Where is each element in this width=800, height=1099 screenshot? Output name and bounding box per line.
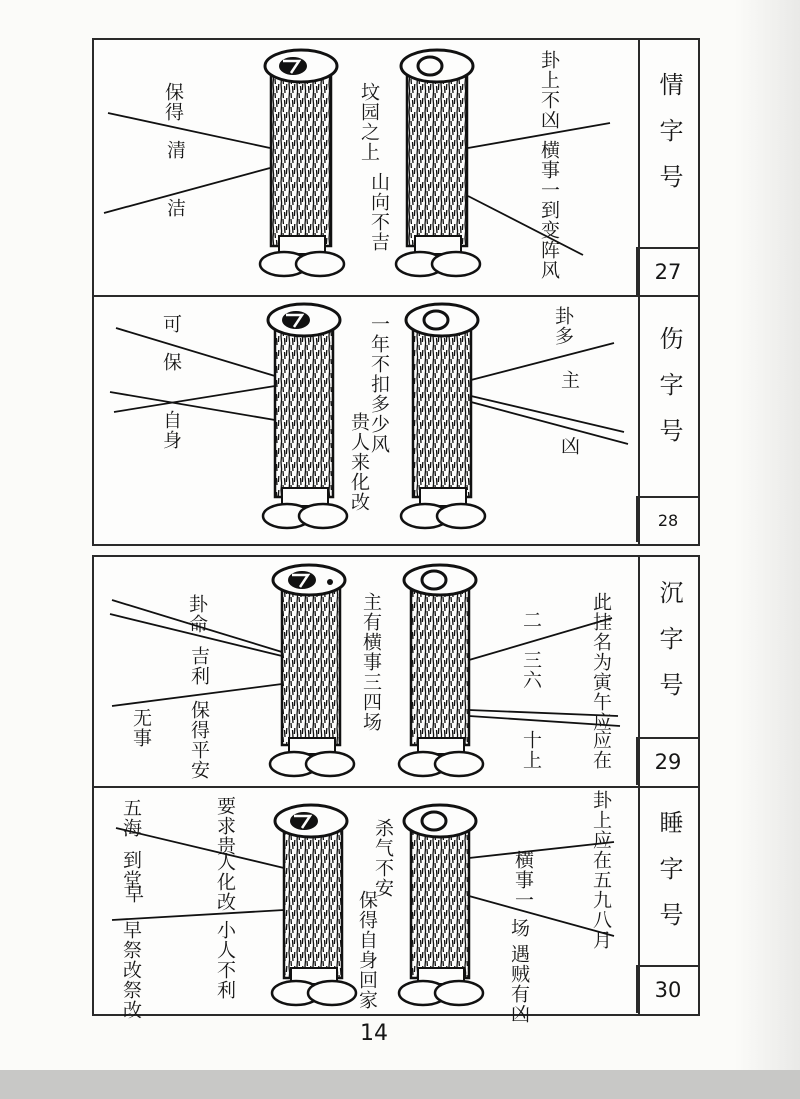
entry-name: 沉字号 (655, 580, 683, 718)
reading-left: 保得平安 (187, 700, 210, 780)
reading-right: 卦上不凶 (537, 50, 560, 130)
reading-center: 主有横事三四场 (359, 592, 382, 732)
reading-right: 横事一到变 (537, 140, 560, 240)
reading-left: 早 (121, 884, 144, 904)
right-stick (399, 805, 483, 1005)
reading-right: 阵风 (537, 240, 560, 280)
reading-right: 卦上应 (589, 790, 612, 850)
reading-right: 主 (557, 370, 580, 390)
reading-center: 一年不扣多少风 (367, 314, 390, 454)
right-stick (401, 304, 485, 528)
reading-left: 保得 (161, 82, 184, 122)
reading-right: 此挂名为寅午应 (589, 592, 612, 732)
reading-left: 到堂 (119, 850, 142, 890)
entry-name: 伤字号 (655, 326, 683, 464)
page-number: 14 (360, 1021, 388, 1046)
entry-number: 28 (657, 510, 679, 530)
reading-right: 凶 (557, 436, 580, 456)
reading-mid: 三六 (519, 650, 542, 690)
entry-number: 29 (654, 750, 682, 774)
reading-left: 保 (159, 352, 182, 372)
reading-left: 早祭改祭改 (119, 920, 142, 1020)
entry-number: 30 (654, 978, 682, 1002)
reading-left: 洁 (163, 198, 186, 218)
reading-center: 坟园之上 (357, 82, 380, 162)
reading-left: 小人不利 (213, 920, 236, 1000)
reading-left: 清 (163, 140, 186, 160)
reading-right: 在五九八月 (589, 850, 612, 950)
reading-center: 保得自身回家 (355, 890, 378, 1010)
reading-mid: 遇贼有凶 (507, 944, 530, 1024)
reading-mid: 十上 (519, 730, 542, 770)
left-stick (272, 805, 356, 1005)
reading-center: 杀气不安 (371, 818, 394, 898)
left-stick (260, 50, 344, 276)
reading-left: 无事 (129, 708, 152, 748)
reading-left: 卦命 (185, 594, 208, 634)
reading-mid: 二 (519, 610, 542, 630)
entry-name: 睡字号 (655, 810, 683, 948)
omen-lines (104, 113, 610, 255)
reading-left: 人化改 (213, 852, 236, 912)
reading-mid: 横事一 (511, 850, 534, 910)
reading-left: 要求贵 (213, 796, 236, 856)
left-stick (270, 565, 354, 776)
reading-left: 五海 (119, 798, 142, 838)
entry-number: 27 (654, 260, 682, 284)
entry-name: 情字号 (655, 72, 683, 210)
reading-left: 可 (159, 314, 182, 334)
reading-mid: 场 (507, 918, 530, 938)
right-stick (399, 565, 483, 776)
left-stick (263, 304, 347, 528)
reading-left: 吉利 (187, 646, 210, 686)
reading-right: 应在 (589, 730, 612, 770)
right-stick (396, 50, 480, 276)
reading-left: 自身 (159, 410, 182, 450)
reading-center: 山向不吉 (367, 172, 390, 252)
reading-right: 卦多 (551, 306, 574, 346)
reading-center: 贵人来化改 (347, 412, 370, 512)
